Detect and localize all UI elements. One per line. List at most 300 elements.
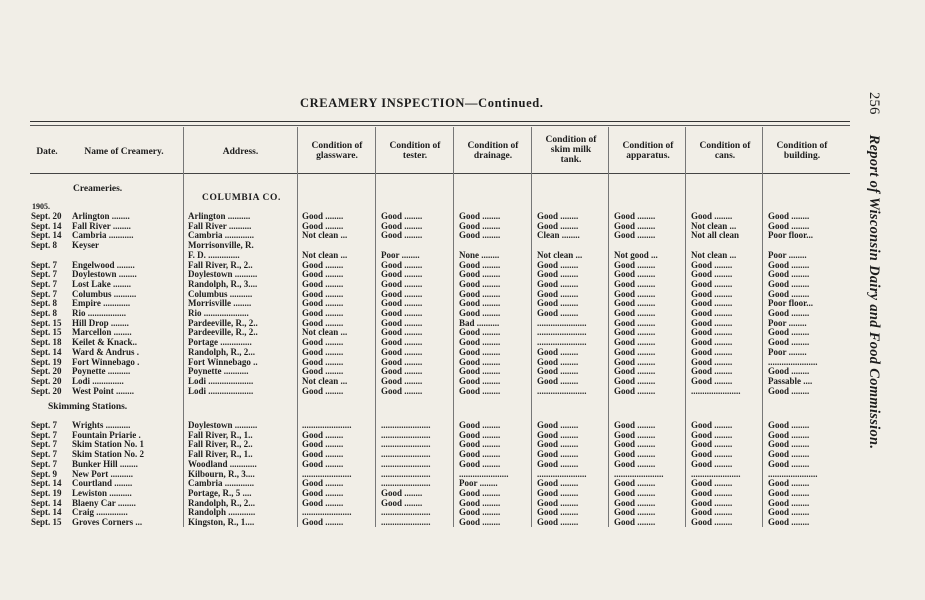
cell-cans: Good ........ bbox=[691, 299, 733, 309]
cell-drain: Good ........ bbox=[459, 231, 501, 241]
cell-glass: Good ........ bbox=[302, 440, 344, 450]
cell-skim: ...................... bbox=[537, 338, 587, 348]
cell-app: Good ........ bbox=[614, 260, 656, 270]
cell-date: Sept. 20 bbox=[31, 212, 62, 221]
column-header-rule bbox=[30, 173, 850, 174]
cell-app: Good ........ bbox=[614, 289, 656, 299]
header-date: Date. bbox=[36, 147, 58, 157]
cell-glass: Good ........ bbox=[302, 357, 344, 367]
cell-app: Good ........ bbox=[614, 318, 656, 328]
cell-tester: Good ........ bbox=[381, 498, 423, 508]
cell-address: Kingston, R., 1.... bbox=[188, 518, 255, 527]
cell-cans: Good ........ bbox=[691, 498, 733, 508]
section-skimming-stations: Skimming Stations. bbox=[48, 402, 128, 412]
table-row bbox=[0, 460, 925, 469]
table-row bbox=[0, 241, 925, 250]
cell-address: Randolph, R., 2... bbox=[188, 498, 256, 508]
cell-date: Sept. 15 bbox=[31, 328, 62, 338]
header-building-line: building. bbox=[783, 151, 821, 161]
cell-tester: Good ........ bbox=[381, 338, 423, 348]
cell-app: Good ........ bbox=[614, 488, 656, 498]
cell-name: Courtland ........ bbox=[72, 479, 133, 489]
cell-address: Portage .............. bbox=[188, 338, 252, 348]
cell-tester: Good ........ bbox=[381, 376, 423, 386]
cell-address: Fall River, R., 1.. bbox=[188, 430, 253, 440]
cell-glass: Not clean ... bbox=[302, 231, 348, 241]
cell-cans: ...................... bbox=[691, 469, 741, 479]
cell-skim: Good ........ bbox=[537, 367, 579, 377]
cell-glass: Good ........ bbox=[302, 279, 344, 289]
cell-tester: ...................... bbox=[381, 459, 431, 469]
cell-address: Randolph ............ bbox=[188, 508, 256, 518]
cell-cans: Good ........ bbox=[691, 479, 733, 489]
header-tester-line: Condition of bbox=[389, 141, 441, 151]
cell-date: Sept. 8 bbox=[31, 299, 58, 309]
cell-cans: Good ........ bbox=[691, 260, 733, 270]
cell-drain: Good ........ bbox=[459, 270, 501, 280]
cell-date: Sept. 8 bbox=[31, 309, 58, 318]
header-skim-line: Condition of bbox=[545, 135, 597, 145]
cell-date: Sept. 14 bbox=[31, 479, 62, 489]
cell-date: Sept. 20 bbox=[31, 386, 62, 396]
cell-address: Fall River, R., 2.. bbox=[188, 440, 253, 450]
cell-drain: Good ........ bbox=[459, 289, 501, 299]
cell-glass: Not clean ... bbox=[302, 250, 348, 260]
header-glassware bbox=[299, 141, 375, 161]
header-skim-line: skim milk bbox=[550, 145, 592, 155]
page-number: 256 bbox=[866, 92, 882, 115]
cell-tester: Good ........ bbox=[381, 367, 423, 377]
cell-tester: ...................... bbox=[381, 430, 431, 440]
table-row bbox=[0, 431, 925, 440]
cell-app: ...................... bbox=[614, 469, 664, 479]
cell-glass: Good ........ bbox=[302, 270, 344, 280]
table-row bbox=[0, 499, 925, 508]
cell-build: Good ........ bbox=[768, 367, 810, 377]
cell-address: Cambria ............. bbox=[188, 479, 254, 489]
cell-skim: Good ........ bbox=[537, 508, 579, 518]
cell-drain: Good ........ bbox=[459, 357, 501, 367]
cell-cans: Good ........ bbox=[691, 289, 733, 299]
header-address: Address. bbox=[222, 147, 259, 157]
cell-build: Good ........ bbox=[768, 328, 810, 338]
header-building-line: Condition of bbox=[776, 141, 828, 151]
cell-name: West Point ........ bbox=[72, 386, 134, 396]
cell-build: Good ........ bbox=[768, 498, 810, 508]
cell-glass: Good ........ bbox=[302, 338, 344, 348]
cell-cans: Not clean ... bbox=[691, 221, 737, 231]
table-row bbox=[0, 309, 925, 318]
cell-drain: Good ........ bbox=[459, 221, 501, 231]
cell-name: Cambria ........... bbox=[72, 231, 134, 241]
cell-skim: Good ........ bbox=[537, 357, 579, 367]
cell-name: Arlington ........ bbox=[72, 212, 130, 221]
cell-drain: Good ........ bbox=[459, 376, 501, 386]
cell-build: Good ........ bbox=[768, 508, 810, 518]
cell-app: Good ........ bbox=[614, 367, 656, 377]
cell-name: Fort Winnebago . bbox=[72, 357, 140, 367]
cell-name: Fountain Priarie . bbox=[72, 430, 141, 440]
cell-app: Good ........ bbox=[614, 459, 656, 469]
cell-tester: Good ........ bbox=[381, 328, 423, 338]
cell-skim: Good ........ bbox=[537, 260, 579, 270]
cell-tester: ...................... bbox=[381, 421, 431, 430]
cell-date: Sept. 14 bbox=[31, 508, 62, 518]
cell-address: Pardeeville, R., 2.. bbox=[188, 328, 258, 338]
cell-address: Morrisonville, R. bbox=[188, 241, 254, 251]
cell-app: Good ........ bbox=[614, 450, 656, 460]
cell-build: ...................... bbox=[768, 357, 818, 367]
cell-drain: Good ........ bbox=[459, 488, 501, 498]
header-apparatus-line: Condition of bbox=[622, 141, 674, 151]
header-skim bbox=[533, 135, 609, 165]
header-tester bbox=[377, 141, 453, 161]
cell-drain: Good ........ bbox=[459, 212, 501, 221]
cell-build: Good ........ bbox=[768, 270, 810, 280]
cell-name: Wrights ........... bbox=[72, 421, 131, 430]
cell-drain: Good ........ bbox=[459, 440, 501, 450]
cell-skim: ...................... bbox=[537, 318, 587, 328]
cell-drain: Good ........ bbox=[459, 459, 501, 469]
cell-drain: Good ........ bbox=[459, 518, 501, 527]
cell-name: Lewiston .......... bbox=[72, 488, 132, 498]
cell-skim: Good ........ bbox=[537, 440, 579, 450]
cell-build: Good ........ bbox=[768, 289, 810, 299]
cell-date: Sept. 19 bbox=[31, 357, 62, 367]
cell-skim: Good ........ bbox=[537, 221, 579, 231]
cell-date: Sept. 14 bbox=[31, 221, 62, 231]
cell-app: Good ........ bbox=[614, 299, 656, 309]
cell-glass: Good ........ bbox=[302, 299, 344, 309]
cell-glass: Good ........ bbox=[302, 488, 344, 498]
header-cans-line: Condition of bbox=[699, 141, 751, 151]
table-row bbox=[0, 348, 925, 357]
cell-skim: Good ........ bbox=[537, 279, 579, 289]
cell-tester: Good ........ bbox=[381, 299, 423, 309]
cell-app: Good ........ bbox=[614, 518, 656, 527]
cell-cans: Good ........ bbox=[691, 347, 733, 357]
cell-address: Fall River, R., 2.. bbox=[188, 260, 253, 270]
header-building bbox=[764, 141, 840, 161]
header-apparatus-line: apparatus. bbox=[626, 151, 670, 161]
header-skim-line: tank. bbox=[560, 155, 582, 165]
cell-address: Lodi .................... bbox=[188, 376, 254, 386]
cell-app: Good ........ bbox=[614, 328, 656, 338]
cell-date: Sept. 7 bbox=[31, 279, 58, 289]
cell-build: Good ........ bbox=[768, 421, 810, 430]
cell-date: Sept. 15 bbox=[31, 518, 62, 527]
cell-skim: Good ........ bbox=[537, 498, 579, 508]
cell-glass: Good ........ bbox=[302, 212, 344, 221]
cell-name: Poynette .......... bbox=[72, 367, 131, 377]
cell-tester: ...................... bbox=[381, 450, 431, 460]
cell-drain: Good ........ bbox=[459, 386, 501, 396]
cell-date: Sept. 8 bbox=[31, 241, 58, 251]
cell-skim: Good ........ bbox=[537, 376, 579, 386]
cell-address: Doylestown .......... bbox=[188, 270, 258, 280]
cell-build: Poor floor... bbox=[768, 231, 813, 241]
cell-skim: Good ........ bbox=[537, 430, 579, 440]
cell-build: Good ........ bbox=[768, 479, 810, 489]
header-name: Name of Creamery. bbox=[84, 147, 164, 157]
header-glassware-line: glassware. bbox=[316, 151, 358, 161]
cell-skim: ...................... bbox=[537, 328, 587, 338]
cell-build: Poor ........ bbox=[768, 250, 807, 260]
table-row bbox=[0, 231, 925, 240]
cell-tester: ...................... bbox=[381, 440, 431, 450]
cell-app: Good ........ bbox=[614, 270, 656, 280]
cell-app: Good ........ bbox=[614, 421, 656, 430]
cell-name: Blaeny Car ........ bbox=[72, 498, 136, 508]
cell-skim: Good ........ bbox=[537, 347, 579, 357]
cell-name: Columbus .......... bbox=[72, 289, 137, 299]
cell-glass: Good ........ bbox=[302, 318, 344, 328]
cell-skim: Good ........ bbox=[537, 518, 579, 527]
cell-cans: Good ........ bbox=[691, 508, 733, 518]
cell-tester: Good ........ bbox=[381, 221, 423, 231]
cell-app: Good ........ bbox=[614, 357, 656, 367]
side-title: Report of Wisconsin Dairy and Food Commission. bbox=[866, 134, 882, 450]
cell-build: Good ........ bbox=[768, 430, 810, 440]
cell-skim: Good ........ bbox=[537, 479, 579, 489]
cell-name: Ward & Andrus . bbox=[72, 347, 140, 357]
cell-cans: Good ........ bbox=[691, 279, 733, 289]
cell-skim: Good ........ bbox=[537, 270, 579, 280]
cell-skim: Good ........ bbox=[537, 309, 579, 318]
cell-build: Good ........ bbox=[768, 221, 810, 231]
cell-drain: None ........ bbox=[459, 250, 500, 260]
cell-build: Good ........ bbox=[768, 459, 810, 469]
cell-glass: Not clean ... bbox=[302, 328, 348, 338]
cell-tester: Good ........ bbox=[381, 347, 423, 357]
cell-address: Fort Winnebago .. bbox=[188, 357, 258, 367]
cell-address: Woodland ............ bbox=[188, 459, 257, 469]
header-tester-line: tester. bbox=[402, 151, 428, 161]
cell-name: Hill Drop ........ bbox=[72, 318, 129, 328]
cell-glass: Not clean ... bbox=[302, 376, 348, 386]
cell-skim: Good ........ bbox=[537, 459, 579, 469]
cell-drain: Good ........ bbox=[459, 450, 501, 460]
cell-app: Good ........ bbox=[614, 386, 656, 396]
cell-cans: Good ........ bbox=[691, 309, 733, 318]
table-row bbox=[0, 489, 925, 498]
cell-skim: ...................... bbox=[537, 469, 587, 479]
cell-cans: Good ........ bbox=[691, 488, 733, 498]
table-row bbox=[0, 280, 925, 289]
cell-build: Passable .... bbox=[768, 376, 813, 386]
cell-drain: Good ........ bbox=[459, 260, 501, 270]
table-row bbox=[0, 261, 925, 270]
header-rule bbox=[30, 121, 850, 122]
header-drainage bbox=[455, 141, 531, 161]
cell-name: Lost Lake ........ bbox=[72, 279, 132, 289]
cell-name: Bunker Hill ........ bbox=[72, 459, 138, 469]
cell-skim: Good ........ bbox=[537, 421, 579, 430]
cell-tester: ...................... bbox=[381, 508, 431, 518]
cell-glass: Good ........ bbox=[302, 498, 344, 508]
cell-cans: Not all clean bbox=[691, 231, 739, 241]
table-row bbox=[0, 421, 925, 430]
cell-build: Poor floor... bbox=[768, 299, 813, 309]
cell-drain: Good ........ bbox=[459, 508, 501, 518]
cell-date: Sept. 7 bbox=[31, 421, 58, 430]
cell-drain: Good ........ bbox=[459, 279, 501, 289]
cell-tester: Good ........ bbox=[381, 270, 423, 280]
cell-app: Good ........ bbox=[614, 231, 656, 241]
cell-date: Sept. 9 bbox=[31, 469, 58, 479]
cell-cans: Good ........ bbox=[691, 318, 733, 328]
cell-build: Good ........ bbox=[768, 518, 810, 527]
cell-tester: Good ........ bbox=[381, 318, 423, 328]
cell-drain: Good ........ bbox=[459, 421, 501, 430]
cell-drain: Good ........ bbox=[459, 367, 501, 377]
cell-build: Good ........ bbox=[768, 440, 810, 450]
table-row bbox=[0, 338, 925, 347]
cell-glass: Good ........ bbox=[302, 430, 344, 440]
cell-address: Cambria ............. bbox=[188, 231, 254, 241]
cell-drain: ...................... bbox=[459, 469, 509, 479]
header-cans bbox=[687, 141, 763, 161]
cell-glass: Good ........ bbox=[302, 459, 344, 469]
cell-drain: Good ........ bbox=[459, 498, 501, 508]
cell-glass: Good ........ bbox=[302, 309, 344, 318]
cell-skim: Good ........ bbox=[537, 212, 579, 221]
cell-app: Good ........ bbox=[614, 212, 656, 221]
cell-drain: Good ........ bbox=[459, 338, 501, 348]
cell-name: Skim Station No. 2 bbox=[72, 450, 145, 460]
table-row bbox=[0, 212, 925, 221]
cell-glass: ...................... bbox=[302, 508, 352, 518]
cell-address: Arlington .......... bbox=[188, 212, 251, 221]
table-row bbox=[0, 319, 925, 328]
cell-name: New Port .......... bbox=[72, 469, 133, 479]
cell-glass: Good ........ bbox=[302, 479, 344, 489]
cell-date: Sept. 7 bbox=[31, 459, 58, 469]
cell-name: Rio ................. bbox=[72, 309, 126, 318]
cell-app: Good ........ bbox=[614, 508, 656, 518]
cell-cans: Good ........ bbox=[691, 328, 733, 338]
cell-date: Sept. 19 bbox=[31, 488, 62, 498]
cell-glass: Good ........ bbox=[302, 289, 344, 299]
cell-app: Good ........ bbox=[614, 430, 656, 440]
cell-address: Columbus .......... bbox=[188, 289, 253, 299]
cell-build: Good ........ bbox=[768, 260, 810, 270]
cell-cans: Good ........ bbox=[691, 367, 733, 377]
cell-date: Sept. 7 bbox=[31, 289, 58, 299]
cell-date: Sept. 14 bbox=[31, 347, 62, 357]
cell-cans: Good ........ bbox=[691, 459, 733, 469]
cell-tester: Good ........ bbox=[381, 212, 423, 221]
cell-build: Good ........ bbox=[768, 488, 810, 498]
cell-address: Lodi .................... bbox=[188, 386, 254, 396]
cell-build: Good ........ bbox=[768, 309, 810, 318]
table-row bbox=[0, 470, 925, 479]
table-row bbox=[0, 299, 925, 308]
county-label: COLUMBIA CO. bbox=[202, 193, 281, 203]
cell-cans: Good ........ bbox=[691, 357, 733, 367]
cell-skim: Good ........ bbox=[537, 450, 579, 460]
cell-date: Sept. 20 bbox=[31, 376, 62, 386]
cell-date: Sept. 7 bbox=[31, 260, 58, 270]
cell-tester: Good ........ bbox=[381, 488, 423, 498]
cell-tester: Good ........ bbox=[381, 309, 423, 318]
cell-drain: Good ........ bbox=[459, 347, 501, 357]
cell-drain: Good ........ bbox=[459, 309, 501, 318]
cell-drain: Poor ........ bbox=[459, 479, 498, 489]
cell-skim: Good ........ bbox=[537, 488, 579, 498]
cell-app: Good ........ bbox=[614, 376, 656, 386]
cell-address: Portage, R., 5 .... bbox=[188, 488, 252, 498]
cell-app: Not good ... bbox=[614, 250, 658, 260]
cell-cans: Good ........ bbox=[691, 376, 733, 386]
header-glassware-line: Condition of bbox=[311, 141, 363, 151]
section-creameries: Creameries. bbox=[73, 184, 123, 194]
cell-tester: ...................... bbox=[381, 518, 431, 527]
cell-app: Good ........ bbox=[614, 338, 656, 348]
cell-address: Randolph, R., 2... bbox=[188, 347, 256, 357]
cell-app: Good ........ bbox=[614, 440, 656, 450]
cell-name: Fall River ........ bbox=[72, 221, 131, 231]
cell-glass: Good ........ bbox=[302, 518, 344, 527]
header-drainage-line: drainage. bbox=[473, 151, 513, 161]
cell-build: Good ........ bbox=[768, 450, 810, 460]
cell-cans: Good ........ bbox=[691, 450, 733, 460]
cell-drain: Good ........ bbox=[459, 328, 501, 338]
year-label: 1905. bbox=[32, 202, 50, 211]
cell-address: Pardeeville, R., 2.. bbox=[188, 318, 258, 328]
header-drainage-line: Condition of bbox=[467, 141, 519, 151]
cell-app: Good ........ bbox=[614, 498, 656, 508]
table-row bbox=[0, 358, 925, 367]
cell-name: Engelwood ........ bbox=[72, 260, 135, 270]
cell-tester: Good ........ bbox=[381, 260, 423, 270]
cell-cans: Good ........ bbox=[691, 440, 733, 450]
cell-app: Good ........ bbox=[614, 479, 656, 489]
cell-app: Good ........ bbox=[614, 347, 656, 357]
cell-date: Sept. 7 bbox=[31, 440, 58, 450]
cell-skim: Good ........ bbox=[537, 299, 579, 309]
cell-drain: Good ........ bbox=[459, 430, 501, 440]
cell-date: Sept. 20 bbox=[31, 367, 62, 377]
cell-app: Good ........ bbox=[614, 279, 656, 289]
table-row bbox=[0, 377, 925, 386]
cell-address: Fall River .......... bbox=[188, 221, 252, 231]
cell-glass: Good ........ bbox=[302, 386, 344, 396]
table-row bbox=[0, 222, 925, 231]
cell-date: Sept. 14 bbox=[31, 231, 62, 241]
cell-skim: Clean ........ bbox=[537, 231, 580, 241]
table-row bbox=[0, 387, 925, 396]
header-apparatus bbox=[610, 141, 686, 161]
cell-address: Poynette ........... bbox=[188, 367, 249, 377]
cell-skim: ...................... bbox=[537, 386, 587, 396]
cell-build: ...................... bbox=[768, 469, 818, 479]
cell-tester: Good ........ bbox=[381, 357, 423, 367]
cell-glass: Good ........ bbox=[302, 367, 344, 377]
cell-date: Sept. 7 bbox=[31, 430, 58, 440]
cell-address: Morrisville ........ bbox=[188, 299, 252, 309]
cell-cans: Good ........ bbox=[691, 270, 733, 280]
cell-tester: ...................... bbox=[381, 479, 431, 489]
cell-name: Doylestown ........ bbox=[72, 270, 137, 280]
cell-address: Fall River, R., 1.. bbox=[188, 450, 253, 460]
cell-tester: Good ........ bbox=[381, 231, 423, 241]
table-row bbox=[0, 518, 925, 527]
cell-cans: Good ........ bbox=[691, 518, 733, 527]
cell-tester: Good ........ bbox=[381, 289, 423, 299]
cell-build: Good ........ bbox=[768, 279, 810, 289]
cell-name: Keilet & Knack.. bbox=[72, 338, 137, 348]
